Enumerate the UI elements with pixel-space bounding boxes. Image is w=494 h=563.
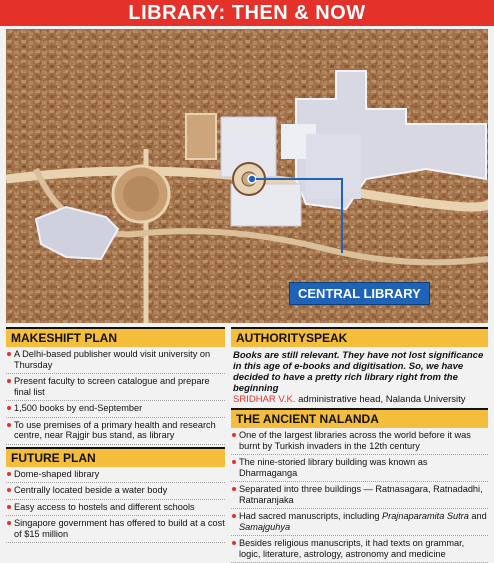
list-item: The nine-storied library building was known as Dharmaganga (231, 457, 488, 482)
ancient-nalanda-heading: THE ANCIENT NALANDA (231, 408, 488, 428)
list-item: Singapore government has offered to build at a cost of $15 million (6, 518, 225, 543)
list-item (231, 511, 488, 536)
right-column (231, 327, 488, 559)
list-item: Separated into three buildings — Ratnasagara, Ratnadadhi, Ratnaranjaka (231, 484, 488, 509)
campus-model-photo (6, 29, 488, 323)
list-item: Besides religious manuscripts, it had texts on grammar, logic, literature, astrology, astronomy and medicine (231, 538, 488, 563)
manuscript-title-b: Samajguhya (239, 521, 291, 532)
author-role: administrative head, Nalanda University (298, 394, 466, 405)
authorityspeak-heading: AUTHORITYSPEAK (231, 327, 488, 347)
list-item: Centrally located beside a water body (6, 485, 225, 500)
quote-attribution (231, 394, 488, 408)
central-library-callout: CENTRAL LIBRARY (289, 282, 430, 305)
manuscript-title-a: Prajnaparamita Sutra (382, 511, 469, 521)
list-item: To use premises of a primary health and research centre, near Rajgir bus stand, as library (6, 420, 225, 445)
makeshift-plan-heading: MAKESHIFT PLAN (6, 327, 225, 347)
future-plan-heading: FUTURE PLAN (6, 447, 225, 467)
headline: LIBRARY: THEN & NOW (0, 0, 494, 26)
list-item: Present faculty to screen catalogue and prepare final list (6, 376, 225, 401)
list-item: A Delhi-based publisher would visit university on Thursday (6, 349, 225, 374)
quote-text: Books are still relevant. They have not lost significance in this age of e-books and digitisation. So, we have decided to have a pretty rich library right from the beginning (233, 350, 484, 394)
list-item: 1,500 books by end-September (6, 403, 225, 418)
campus-model-illustration (6, 29, 488, 323)
manuscripts-mid: and (468, 511, 487, 521)
manuscripts-prefix: Had sacred manuscripts, including (239, 511, 382, 521)
author-name: SRIDHAR V.K. (233, 394, 296, 405)
left-column (6, 327, 225, 539)
list-item: One of the largest libraries across the world before it was burnt by Turkish invaders in the 12th century (231, 430, 488, 455)
list-item: Easy access to hostels and different schools (6, 502, 225, 517)
list-item: Dome-shaped library (6, 469, 225, 484)
